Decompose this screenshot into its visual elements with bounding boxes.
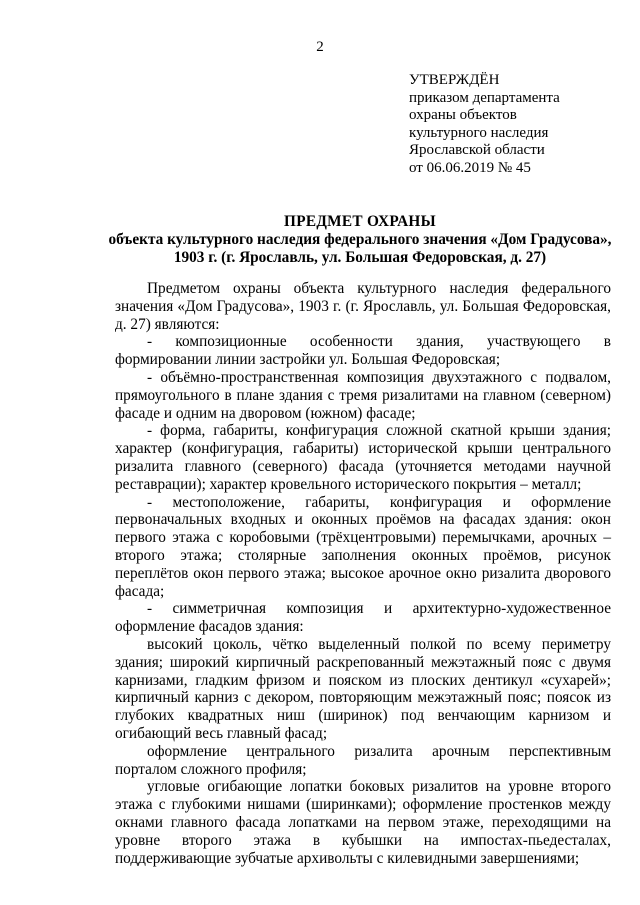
paragraph: - симметричная композиция и архитектурно-художественное оформление фасадов здания: <box>115 600 611 636</box>
paragraph: - форма, габариты, конфигурация сложной скатной крыши здания; характер (конфигурация, габариты) исторической крыши центрального ризалита главного (северного) фасада (уточняется методами научной реставрации); характер кровельного исторического покрытия – металл; <box>115 422 611 493</box>
approval-stamp <box>409 72 619 178</box>
paragraph: - композиционные особенности здания, участвующего в формировании линии застройки ул. Большая Федоровская; <box>115 333 611 369</box>
approval-line: от 06.06.2019 № 45 <box>409 159 531 176</box>
paragraph: - местоположение, габариты, конфигурация и оформление первоначальных входных и оконных проёмов на фасадах здания: окон первого этажа с коробовыми (трёхцентровыми) перемычками, арочных – второго этажа; столярные заполнения оконных проёмов, рисунок переплётов окон первого этажа; высокое арочное окно ризалита дворового фасада; <box>115 493 611 600</box>
paragraph: высокий цоколь, чётко выделенный полкой по всему периметру здания; широкий кирпичный раскрепованный межэтажный пояс с двумя карнизами, гладким фризом и пояском из плоских дентикул «сухарей»; кирпичный карниз с декором, повторяющим межэтажный пояс; поясок из глубоких квадратных ниш (ширинок) под венчающим карнизом и огибающий весь главный фасад; <box>115 635 611 742</box>
document-heading <box>100 213 620 267</box>
paragraph: Предметом охраны объекта культурного наследия федерального значения «Дом Градусова», 1903 г. (г. Ярославль, ул. Большая Федоровская, д. 27) являются: <box>115 280 611 333</box>
paragraph: угловые огибающие лопатки боковых ризалитов на уровне второго этажа с глубокими нишами (ширинками); оформление простенков между окнами главного фасада лопатками на первом этаже, переходящими на уровне второго этажа в кубышки на импостах-пьедесталах, поддерживающие зубчатые архивольты с килевидными завершениями; <box>115 778 611 867</box>
paragraph: оформление центрального ризалита арочным перспективным порталом сложного профиля; <box>115 742 611 778</box>
approval-line: культурного наследия <box>409 124 549 141</box>
approval-line: Ярославской области <box>409 142 545 159</box>
page-number: 2 <box>316 39 324 55</box>
heading-title: ПРЕДМЕТ ОХРАНЫ <box>284 213 436 230</box>
approval-line: УТВЕРЖДЁН <box>409 72 500 88</box>
document-body <box>115 280 611 867</box>
heading-subtitle-line: объекта культурного наследия федерального значения «Дом Градусова», <box>108 231 612 248</box>
paragraph: - объёмно-пространственная композиция двухэтажного с подвалом, прямоугольного в плане здания с тремя ризалитами на главном (северном) фасаде и одним на дворовом (южном) фасаде; <box>115 368 611 422</box>
approval-line: приказом департамента <box>409 89 560 106</box>
approval-line: охраны объектов <box>409 107 517 124</box>
heading-subtitle-line: 1903 г. (г. Ярославль, ул. Большая Федоровская, д. 27) <box>173 249 547 266</box>
